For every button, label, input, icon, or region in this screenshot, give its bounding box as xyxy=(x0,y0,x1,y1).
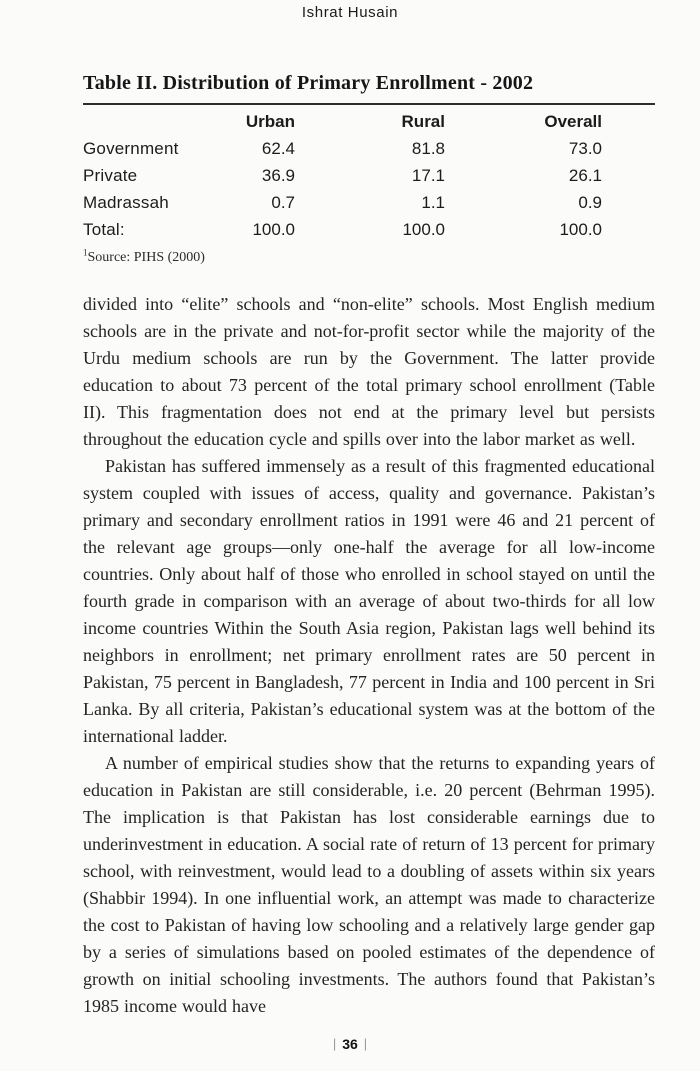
paragraph: divided into “elite” schools and “non-elite” schools. Most English medium schools are in the private and not-for-profit sector while the majority of the Urdu medium schools are run by the Government. The latter provide education to about 73 percent of the total primary school enrollment (Table II). This fragmentation does not end at the primary level but persists throughout the education cycle and spills over into the labor market as well. xyxy=(83,294,655,449)
page-content xyxy=(83,0,655,1020)
enrollment-table xyxy=(83,108,655,243)
source-note-text: Source: PIHS (2000) xyxy=(87,250,205,265)
cell-overall: 26.1 xyxy=(568,166,602,185)
page-number: 36 xyxy=(342,1036,358,1052)
table-header-row xyxy=(83,108,655,135)
cell-rural: 17.1 xyxy=(411,166,445,185)
page-footer xyxy=(0,1036,700,1052)
body-text xyxy=(83,291,655,1020)
cell-rural: 81.8 xyxy=(411,139,445,158)
row-label: Government xyxy=(83,139,179,158)
column-header-rural: Rural xyxy=(401,112,445,131)
cell-rural: 1.1 xyxy=(421,193,445,212)
paragraph: A number of empirical studies show that the returns to expanding years of education in Pakistan are still considerable, i.e. 20 percent (Behrman 1995). The implication is that Pakistan has lost considerable earnings due to underinvestment in education. A social rate of return of 13 percent for primary school, with reinvestment, would lead to a doubling of assets within six years (Shabbir 1994). In one influential work, an attempt was made to characterize the cost to Pakistan of having low schooling and a relatively large gender gap by a series of simulations based on pooled estimates of the dependence of growth on initial schooling investments. The authors found that Pakistan’s 1985 income would have xyxy=(83,753,655,1016)
column-header-overall: Overall xyxy=(544,112,602,131)
cell-urban: 0.7 xyxy=(271,193,295,212)
row-label: Private xyxy=(83,166,138,185)
table-title: Table II. Distribution of Primary Enrollment - 2002 xyxy=(83,71,655,105)
cell-overall: 100.0 xyxy=(559,220,602,239)
cell-urban: 62.4 xyxy=(261,139,295,158)
table-row xyxy=(83,189,655,216)
row-label: Total: xyxy=(83,220,125,239)
cell-overall: 0.9 xyxy=(578,193,602,212)
footer-bar-left: | xyxy=(332,1036,337,1051)
row-label: Madrassah xyxy=(83,193,169,212)
column-header-urban: Urban xyxy=(245,112,295,131)
footnote-marker: 1 xyxy=(83,247,88,258)
cell-urban: 100.0 xyxy=(252,220,295,239)
cell-overall: 73.0 xyxy=(568,139,602,158)
cell-rural: 100.0 xyxy=(402,220,445,239)
table-row xyxy=(83,135,655,162)
running-head-author: Ishrat Husain xyxy=(301,4,399,21)
paragraph: Pakistan has suffered immensely as a result of this fragmented educational system coupled with issues of access, quality and governance. Pakistan’s primary and secondary enrollment ratios in 1991 were 46 and 21 percent of the relevant age groups—only one-half the average for all low-income countries. Only about half of those who enrolled in school stayed on until the fourth grade in comparison with an average of about two-thirds for all low income countries Within the South Asia region, Pakistan lags well behind its neighbors in enrollment; net primary enrollment rates are 50 percent in Pakistan, 75 percent in Bangladesh, 77 percent in India and 100 percent in Sri Lanka. By all criteria, Pakistan’s educational system was at the bottom of the international ladder. xyxy=(83,456,655,746)
footer-bar-right: | xyxy=(363,1036,368,1051)
cell-urban: 36.9 xyxy=(261,166,295,185)
table-row-total xyxy=(83,216,655,243)
table-row xyxy=(83,162,655,189)
table-source-note xyxy=(83,247,655,266)
